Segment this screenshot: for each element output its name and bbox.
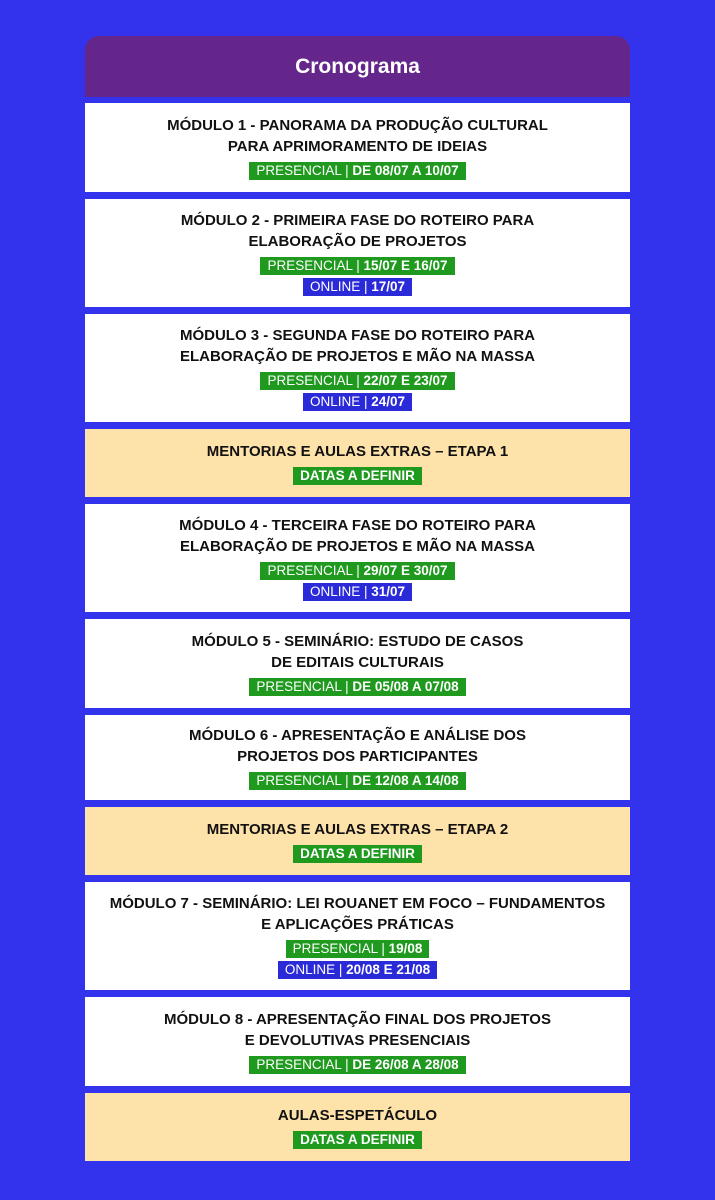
tag-mode: PRESENCIAL	[267, 373, 353, 388]
module-row	[85, 314, 630, 422]
date-tags	[260, 372, 454, 411]
tag-dates: 19/08	[388, 941, 423, 956]
tag-dates: 24/07	[371, 394, 406, 409]
row-title: MENTORIAS E AULAS EXTRAS – ETAPA 1	[206, 443, 509, 460]
row-title: MENTORIAS E AULAS EXTRAS – ETAPA 2	[206, 821, 509, 838]
tag-dates: 29/07 E 30/07	[363, 563, 448, 578]
row-title: MÓDULO 4 - TERCEIRA FASE DO ROTEIRO PARA ELABORAÇÃO DE PROJETOS E MÃO NA MASSA	[179, 517, 536, 555]
presencial-date-tag	[286, 940, 430, 958]
tag-separator: |	[352, 373, 364, 388]
schedule-list	[85, 103, 630, 1161]
date-tags	[293, 845, 422, 863]
row-title: AULAS-ESPETÁCULO	[277, 1107, 438, 1124]
tag-separator: |	[341, 773, 353, 788]
online-date-tag	[303, 583, 412, 601]
tag-separator: |	[360, 394, 372, 409]
presencial-date-tag	[293, 1131, 422, 1149]
date-tags	[260, 562, 454, 601]
tag-dates: 15/07 E 16/07	[363, 258, 448, 273]
module-row	[85, 715, 630, 800]
module-row	[85, 103, 630, 192]
tag-separator: |	[335, 962, 347, 977]
tag-mode: PRESENCIAL	[267, 258, 353, 273]
tag-mode: ONLINE	[284, 962, 336, 977]
date-tags	[249, 772, 465, 790]
tag-separator: |	[360, 279, 372, 294]
row-title: MÓDULO 2 - PRIMEIRA FASE DO ROTEIRO PARA ELABORAÇÃO DE PROJETOS	[180, 212, 535, 250]
presencial-date-tag	[260, 562, 454, 580]
page-title: Cronograma	[295, 54, 420, 78]
tag-separator: |	[341, 163, 353, 178]
module-row	[85, 619, 630, 708]
tag-mode: PRESENCIAL	[256, 163, 342, 178]
date-tags	[260, 257, 454, 296]
row-title: MÓDULO 3 - SEGUNDA FASE DO ROTEIRO PARA ELABORAÇÃO DE PROJETOS E MÃO NA MASSA	[179, 327, 536, 365]
tag-separator: |	[352, 563, 364, 578]
date-tags	[278, 940, 437, 979]
extra-session-row	[85, 1093, 630, 1161]
schedule-header	[85, 36, 630, 97]
tag-dates: 31/07	[371, 584, 406, 599]
tag-mode: PRESENCIAL	[292, 941, 378, 956]
date-tags	[249, 1056, 465, 1074]
tag-dates: DATAS A DEFINIR	[300, 468, 415, 483]
presencial-date-tag	[293, 845, 422, 863]
row-title: MÓDULO 7 - SEMINÁRIO: LEI ROUANET EM FOCO – FUNDAMENTOS E APLICAÇÕES PRÁTICAS	[109, 895, 606, 933]
date-tags	[249, 162, 465, 180]
row-title: MÓDULO 6 - APRESENTAÇÃO E ANÁLISE DOS PROJETOS DOS PARTICIPANTES	[189, 727, 526, 765]
tag-mode: PRESENCIAL	[256, 1057, 342, 1072]
presencial-date-tag	[249, 1056, 465, 1074]
date-tags	[249, 678, 465, 696]
tag-dates: DE 26/08 A 28/08	[352, 1057, 459, 1072]
tag-mode: ONLINE	[309, 584, 361, 599]
row-title: MÓDULO 8 - APRESENTAÇÃO FINAL DOS PROJETOS E DEVOLUTIVAS PRESENCIAIS	[164, 1011, 551, 1049]
tag-mode: PRESENCIAL	[256, 679, 342, 694]
online-date-tag	[303, 393, 412, 411]
tag-dates: DATAS A DEFINIR	[300, 1132, 415, 1147]
module-row	[85, 199, 630, 307]
module-row	[85, 504, 630, 612]
tag-mode: ONLINE	[309, 279, 361, 294]
tag-mode: PRESENCIAL	[267, 563, 353, 578]
tag-separator: |	[377, 941, 389, 956]
tag-dates: 22/07 E 23/07	[363, 373, 448, 388]
module-row	[85, 882, 630, 990]
tag-mode: PRESENCIAL	[256, 773, 342, 788]
module-row	[85, 997, 630, 1086]
tag-separator: |	[360, 584, 372, 599]
tag-mode: ONLINE	[309, 394, 361, 409]
tag-separator: |	[341, 679, 353, 694]
tag-dates: DE 08/07 A 10/07	[352, 163, 459, 178]
online-date-tag	[303, 278, 412, 296]
schedule-card	[85, 36, 630, 1168]
tag-separator: |	[341, 1057, 353, 1072]
presencial-date-tag	[249, 772, 465, 790]
date-tags	[293, 467, 422, 485]
tag-dates: DE 12/08 A 14/08	[352, 773, 459, 788]
tag-dates: 17/07	[371, 279, 406, 294]
tag-separator: |	[352, 258, 364, 273]
tag-dates: 20/08 E 21/08	[346, 962, 431, 977]
presencial-date-tag	[260, 257, 454, 275]
presencial-date-tag	[293, 467, 422, 485]
extra-session-row	[85, 429, 630, 497]
presencial-date-tag	[260, 372, 454, 390]
tag-dates: DATAS A DEFINIR	[300, 846, 415, 861]
date-tags	[293, 1131, 422, 1149]
tag-dates: DE 05/08 A 07/08	[352, 679, 459, 694]
online-date-tag	[278, 961, 437, 979]
extra-session-row	[85, 807, 630, 875]
row-title: MÓDULO 1 - PANORAMA DA PRODUÇÃO CULTURAL PARA APRIMORAMENTO DE IDEIAS	[167, 117, 548, 155]
row-title: MÓDULO 5 - SEMINÁRIO: ESTUDO DE CASOS DE EDITAIS CULTURAIS	[191, 633, 524, 671]
presencial-date-tag	[249, 162, 465, 180]
presencial-date-tag	[249, 678, 465, 696]
